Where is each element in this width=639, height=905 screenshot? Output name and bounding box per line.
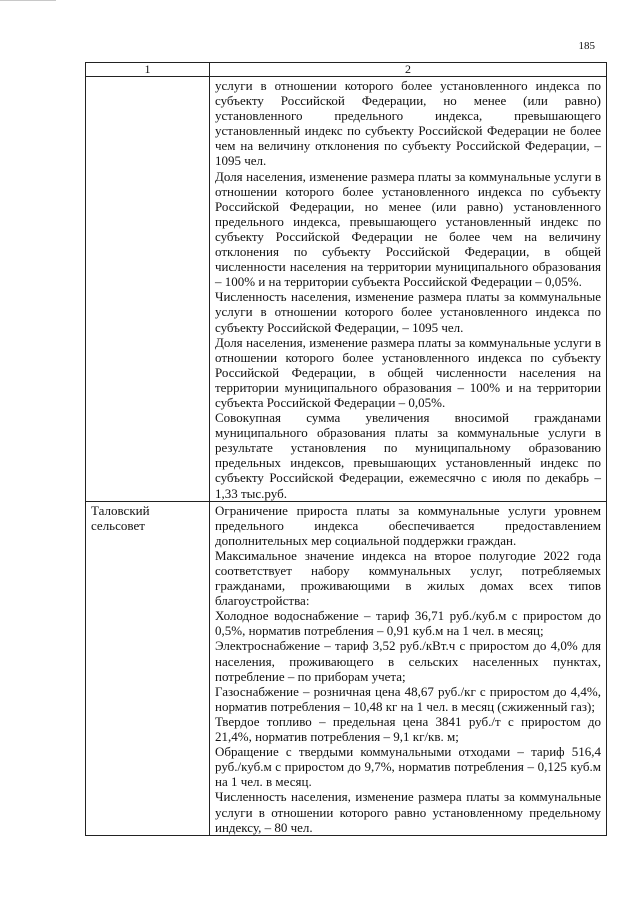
paragraph: Газоснабжение – розничная цена 48,67 руб./кг с приростом до 4,4%, норматив потребления – 10,48 кг на 1 чел. в месяц (сжиженный газ); bbox=[215, 683, 601, 714]
paragraph: Твердое топливо – предельная цена 3841 руб./т с приростом до 21,4%, норматив потребления – 9,1 кг/кв. м; bbox=[215, 713, 601, 745]
header-cell-2: 2 bbox=[210, 63, 607, 77]
paragraph: Электроснабжение – тариф 3,52 руб./кВт.ч с приростом до 4,0% для населения, проживающего в сельских населенных пунктах, потребление – по приборам учета; bbox=[215, 638, 601, 684]
municipality-cell bbox=[86, 77, 210, 502]
table-header-row bbox=[86, 63, 607, 77]
paragraph: Доля населения, изменение размера платы за коммунальные услуги в отношении которого более установленного индекса по субъекту Российской Федерации, в общей численности населения на территории муниципального образования – 100% и на территории субъекта Российской Федерации – 0,05%. bbox=[215, 334, 601, 410]
paragraph: Обращение с твердыми коммунальными отходами – тариф 516,4 руб./куб.м с приростом до 9,7%, норматив потребления – 0,125 куб.м на 1 чел. в месяц. bbox=[215, 744, 601, 790]
header-cell-1: 1 bbox=[86, 63, 210, 77]
paragraph: Ограничение прироста платы за коммунальные услуги уровнем предельного индекса обеспечивается предоставлением дополнительных мер социальной поддержки граждан. bbox=[215, 502, 601, 548]
description-cell bbox=[210, 501, 607, 835]
paragraph: Численность населения, изменение размера платы за коммунальные услуги в отношении которого равно установленному предельному индексу, – 80 чел. bbox=[215, 789, 601, 835]
paragraph: услуги в отношении которого более установленного индекса по субъекту Российской Федерации, но менее (или равно) установленного предельного индекса, превышающего установленный индекс по субъекту Российской Федерации не более чем на величину отклонения по субъекту Российской Федерации, – 1095 чел. bbox=[215, 78, 601, 169]
description-cell bbox=[210, 77, 607, 502]
table-row bbox=[86, 77, 607, 502]
paragraph: Совокупная сумма увеличения вносимой гражданами муниципального образования платы за коммунальные услуги в результате установления по муниципальному образованию предельных индексов, превышающих установленный индекс по субъекту Российской Федерации, ежемесячно с июля по декабрь – 1,33 тыс.руб. bbox=[215, 410, 601, 501]
scan-edge-line bbox=[0, 0, 56, 1]
table-row bbox=[86, 501, 607, 835]
paragraph: Максимальное значение индекса на второе полугодие 2022 года соответствует набору коммунальных услуг, потребляемых гражданами, проживающими в жилых домах всех типов благоустройства: bbox=[215, 547, 601, 609]
page-number: 185 bbox=[578, 40, 595, 52]
municipality-cell: Таловский сельсовет bbox=[86, 501, 210, 835]
paragraph: Численность населения, изменение размера платы за коммунальные услуги в отношении которого более установленного индекса по субъекту Российской Федерации, – 1095 чел. bbox=[215, 289, 601, 335]
document-table bbox=[85, 62, 607, 836]
paragraph: Холодное водоснабжение – тариф 36,71 руб./куб.м с приростом до 0,5%, норматив потребления – 0,91 куб.м на 1 чел. в месяц; bbox=[215, 608, 601, 639]
paragraph: Доля населения, изменение размера платы за коммунальные услуги в отношении которого более установленного индекса по субъекту Российской Федерации, но менее (или равно) установленного предельного индекса, превышающего установленный индекс по субъекту Российской Федерации не более чем на величину отклонения по субъекту Российской Федерации, в общей численности населения на территории муниципального образования – 100% и на территории субъекта Российской Федерации – 0,05%. bbox=[215, 168, 601, 290]
